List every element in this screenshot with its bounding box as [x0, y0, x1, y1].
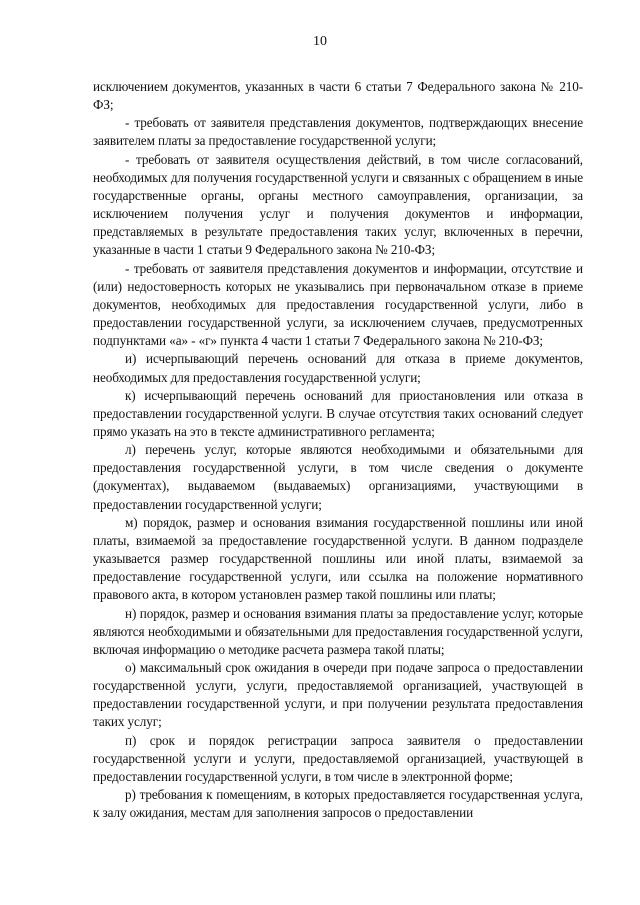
document-body: [93, 78, 583, 822]
paragraph-item-r: р) требования к помещениям, в которых предоставляется государственная услуга, к залу ожидания, местам для заполнения запросов о предоставлении: [93, 787, 583, 821]
paragraph-continuation: исключением документов, указанных в части 6 статьи 7 Федерального закона № 210-ФЗ;: [93, 79, 583, 113]
paragraph-documents-information: - требовать от заявителя представления документов и информации, отсутствие и (или) недостоверность которых не указывались при первоначальном отказе в приеме документов, необходимых для предоставления государственной услуги, либо в предоставлении государственной услуги, за исключением случаев, предусмотренных подпунктами «а» - «г» пункта 4 части 1 статьи 7 Федерального закона № 210-ФЗ;: [93, 260, 583, 349]
paragraph-item-l: л) перечень услуг, которые являются необходимыми и обязательными для предоставления государственной услуги, в том числе сведения о документе (документах), выдаваемом (выдаваемых) организациями, участвующими в предоставлении государственной услуги;: [93, 442, 583, 512]
paragraph-item-k: к) исчерпывающий перечень оснований для приостановления или отказа в предоставлении государственной услуги. В случае отсутствия таких оснований следует прямо указать на это в тексте административного регламента;: [93, 387, 583, 439]
paragraph-item-m: м) порядок, размер и основания взимания государственной пошлины или иной платы, взимаемой за предоставление государственной услуги. В данном подразделе указывается размер государственной пошлины или иной платы, взимаемой за предоставление государственной услуги, или ссылка на положение нормативного правового акта, в котором установлен размер такой пошлины или платы;: [93, 514, 583, 603]
paragraph-item-n: н) порядок, размер и основания взимания платы за предоставление услуг, которые являются необходимыми и обязательными для предоставления государственной услуги, включая информацию о методике расчета размера такой платы;: [93, 605, 583, 657]
paragraph-item-i: и) исчерпывающий перечень оснований для отказа в приеме документов, необходимых для предоставления государственной услуги;: [93, 351, 583, 385]
paragraph-payment-docs: - требовать от заявителя представления документов, подтверждающих внесение заявителем платы за предоставление государственной услуги;: [93, 115, 583, 149]
page-number: 10: [313, 34, 327, 49]
paragraph-approvals: - требовать от заявителя осуществления действий, в том числе согласований, необходимых для получения государственной услуги и связанных с обращением в иные государственные органы, органы местного самоуправления, организации, за исключением получения услуг и получения документов и информации, представляемых в результате предоставления таких услуг, включенных в перечни, указанные в части 1 статьи 9 Федерального закона № 210-ФЗ;: [93, 151, 583, 258]
paragraph-item-p: п) срок и порядок регистрации запроса заявителя о предоставлении государственной услуги и услуги, предоставляемой организацией, участвующей в предоставлении государственной услуги, в том числе в электронной форме;: [93, 732, 583, 784]
paragraph-item-o: о) максимальный срок ожидания в очереди при подаче запроса о предоставлении государственной услуги, услуги, предоставляемой организацией, участвующей в предоставлении государственной услуги, и при получении результата предоставления таких услуг;: [93, 660, 583, 730]
